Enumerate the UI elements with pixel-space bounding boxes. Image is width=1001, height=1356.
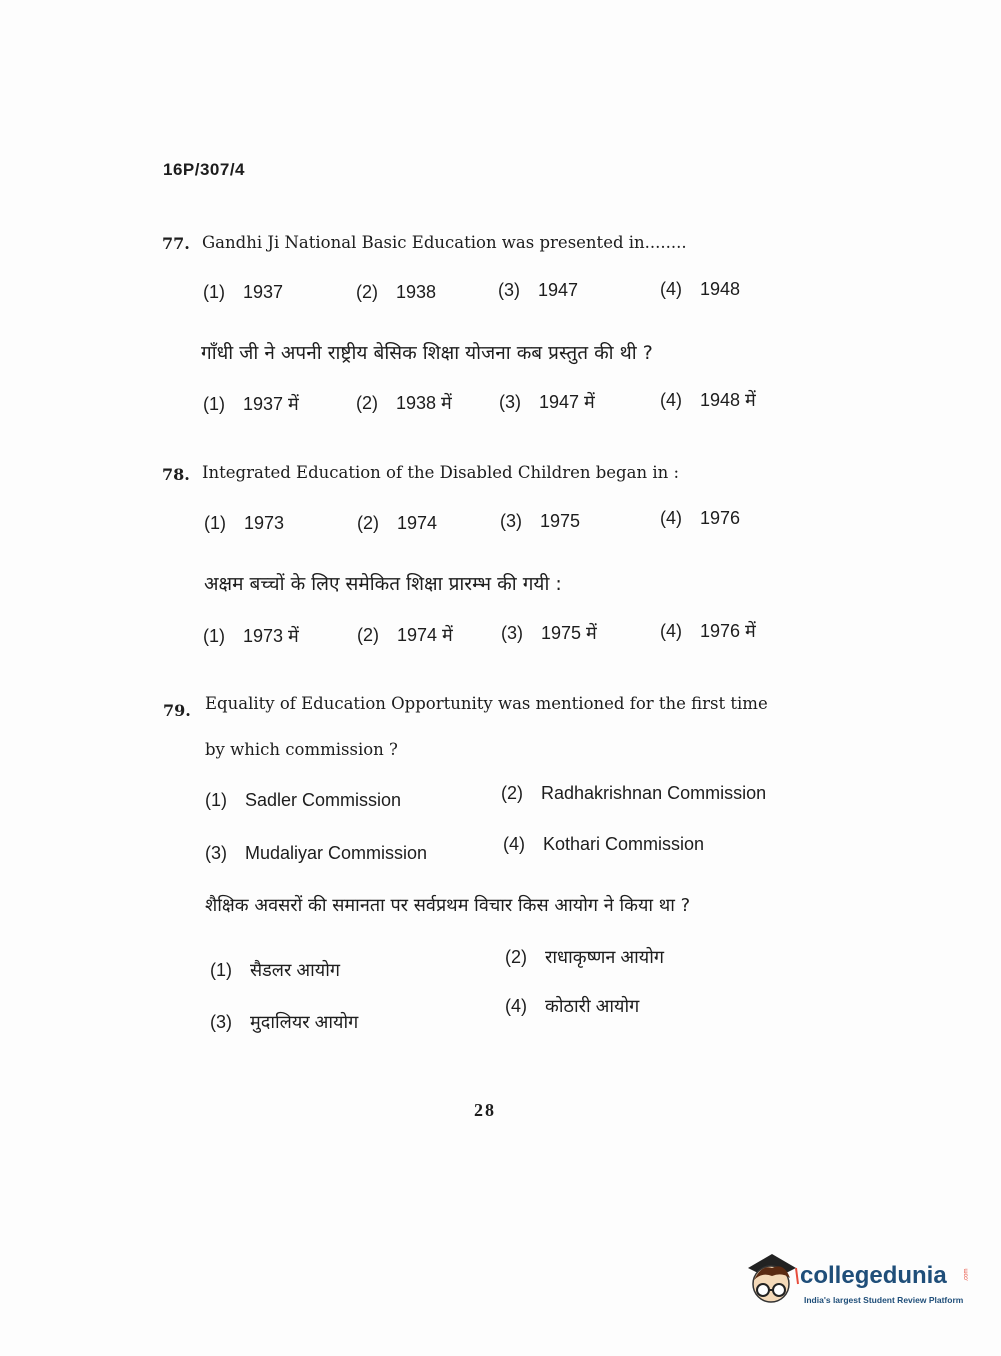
collegedunia-tagline: India's largest Student Review Platform [804, 1295, 964, 1305]
q77-option-2: (2) 1938 [356, 282, 437, 302]
collegedunia-brand: collegedunia [800, 1262, 947, 1289]
q77-option-1: (1) 1937 [203, 282, 284, 302]
q77-hindi-option-3: (3) 1947 में [499, 392, 595, 412]
q77-hindi-option-1: (1) 1937 में [203, 394, 299, 414]
q79-hindi-option-4: (4) कोठारी आयोग [505, 996, 640, 1016]
question-77-text: Gandhi Ji National Basic Education was presented in........ [202, 233, 687, 252]
q79-option-1: (1) Sadler Commission [205, 790, 402, 810]
q78-hindi-option-4: (4) 1976 में [660, 621, 756, 641]
q79-hindi-option-1: (1) सैडलर आयोग [210, 960, 340, 980]
question-79-text-line2: by which commission ? [205, 740, 398, 759]
paper-code: 16P/307/4 [163, 160, 246, 179]
q77-option-3: (3) 1947 [498, 280, 579, 300]
q79-hindi-option-3: (3) मुदालियर आयोग [210, 1012, 359, 1032]
q78-hindi-option-1: (1) 1973 में [203, 626, 299, 646]
collegedunia-mascot-icon [742, 1250, 800, 1314]
question-79-text: Equality of Education Opportunity was mentioned for the first time [205, 694, 768, 713]
collegedunia-domain-suffix: .com [963, 1268, 970, 1282]
q79-option-4: (4) Kothari Commission [503, 834, 705, 854]
q77-option-4: (4) 1948 [660, 279, 741, 299]
q78-option-2: (2) 1974 [357, 513, 438, 533]
q79-option-2: (2) Radhakrishnan Commission [501, 783, 767, 803]
question-78-hindi-text: अक्षम बच्चों के लिए समेकित शिक्षा प्रारम्भ की गयी : [204, 573, 562, 595]
question-78-number: 78. [162, 465, 190, 484]
question-77-number: 77. [162, 234, 190, 253]
q79-option-3: (3) Mudaliyar Commission [205, 843, 428, 863]
q78-option-3: (3) 1975 [500, 511, 581, 531]
question-78-text: Integrated Education of the Disabled Children began in : [202, 463, 680, 482]
q78-option-4: (4) 1976 [660, 508, 741, 528]
question-77-hindi-text: गाँधी जी ने अपनी राष्ट्रीय बेसिक शिक्षा योजना कब प्रस्तुत की थी ? [201, 342, 653, 364]
q77-hindi-option-4: (4) 1948 में [660, 390, 756, 410]
question-79-hindi-text: शैक्षिक अवसरों की समानता पर सर्वप्रथम विचार किस आयोग ने किया था ? [205, 895, 691, 916]
question-79-number: 79. [163, 701, 191, 720]
q78-hindi-option-3: (3) 1975 में [501, 623, 597, 643]
page-number: 28 [474, 1100, 496, 1120]
q79-hindi-option-2: (2) राधाकृष्णन आयोग [505, 947, 665, 967]
q78-hindi-option-2: (2) 1974 में [357, 625, 453, 645]
q77-hindi-option-2: (2) 1938 में [356, 393, 452, 413]
q78-option-1: (1) 1973 [204, 513, 285, 533]
